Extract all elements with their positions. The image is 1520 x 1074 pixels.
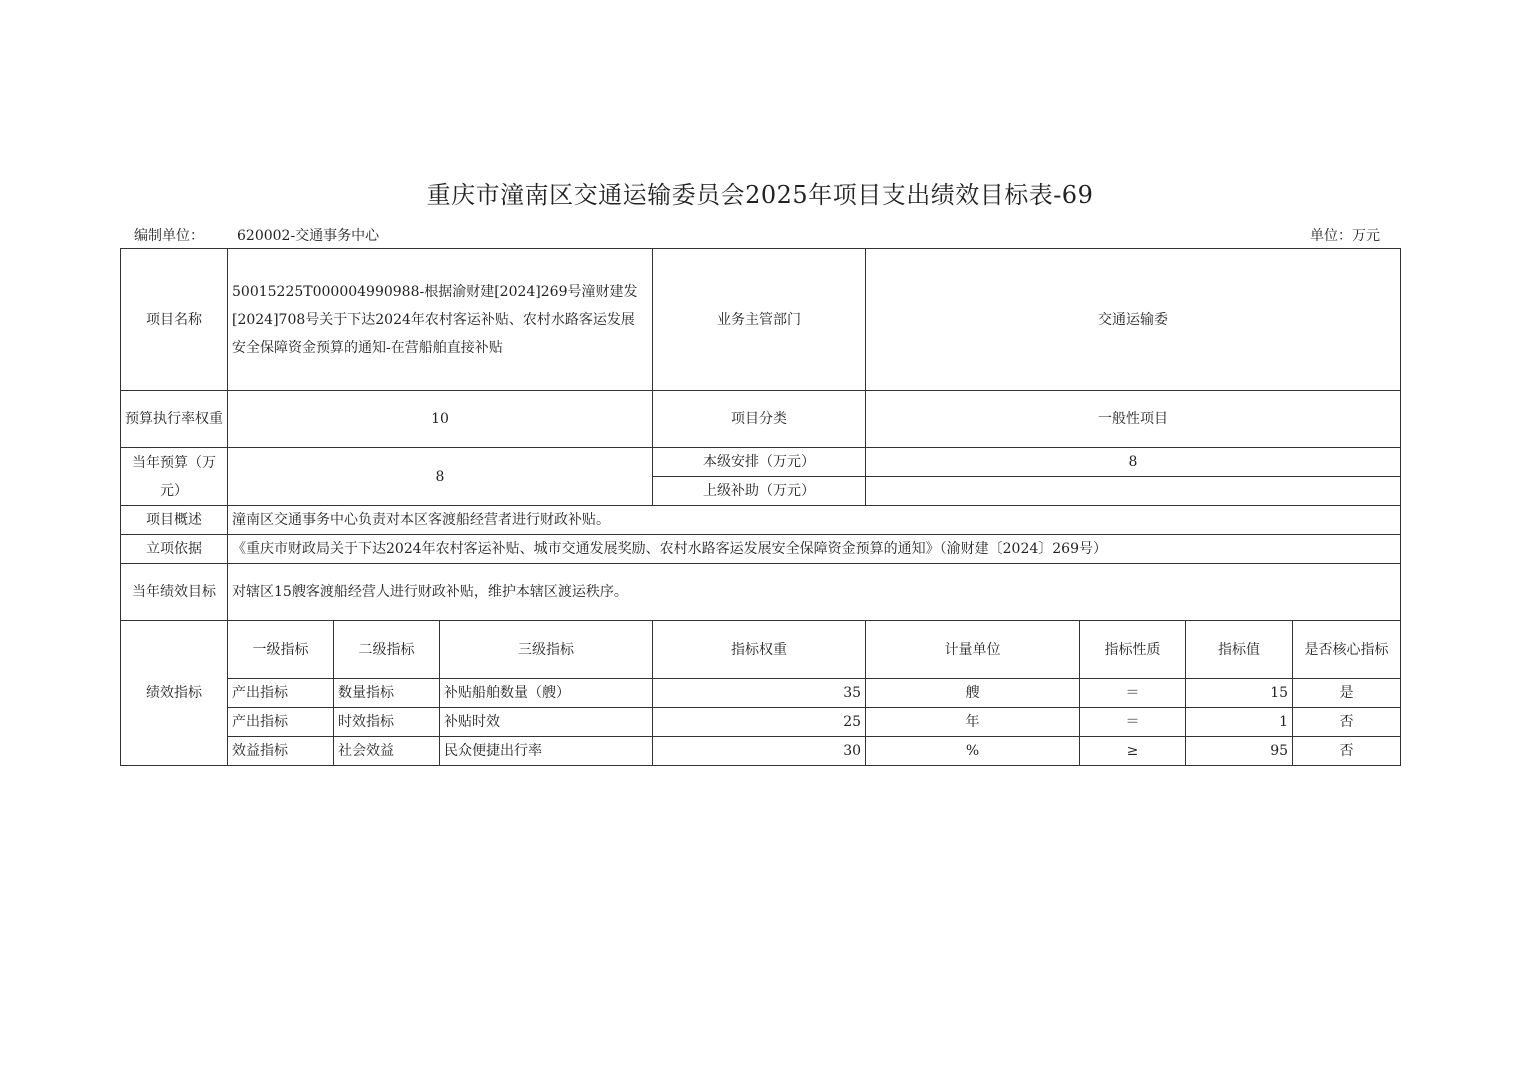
dept-value: 交通运输委	[866, 249, 1401, 391]
org-value: 620002-交通事务中心	[237, 228, 380, 244]
row-level1: 效益指标	[228, 737, 334, 766]
header-level2: 二级指标	[334, 621, 440, 679]
upper-budget-value	[866, 477, 1401, 506]
indicators-label: 绩效指标	[121, 621, 228, 766]
row-weight: 35	[653, 679, 866, 708]
basis-label: 立项依据	[121, 535, 228, 564]
row-level3: 补贴时效	[440, 708, 653, 737]
header-value: 指标值	[1186, 621, 1293, 679]
overview-value: 潼南区交通事务中心负责对本区客渡船经营者进行财政补贴。	[228, 506, 1401, 535]
header-nature: 指标性质	[1080, 621, 1186, 679]
row-core: 是	[1293, 679, 1401, 708]
local-budget-label: 本级安排（万元）	[653, 448, 866, 477]
unit-label: 单位：万元	[1310, 228, 1380, 244]
row-nature: ≥	[1080, 737, 1186, 766]
table-row	[121, 708, 1401, 737]
row-value: 1	[1186, 708, 1293, 737]
exec-rate-value: 10	[228, 391, 653, 448]
row-nature: ＝	[1080, 679, 1186, 708]
goal-label: 当年绩效目标	[121, 564, 228, 621]
page-title: 重庆市潼南区交通运输委员会2025年项目支出绩效目标表-69	[426, 181, 1094, 209]
local-budget-value: 8	[866, 448, 1401, 477]
row-level2: 时效指标	[334, 708, 440, 737]
table-row	[121, 679, 1401, 708]
goal-value: 对辖区15艘客渡船经营人进行财政补贴，维护本辖区渡运秩序。	[228, 564, 1401, 621]
row-weight: 25	[653, 708, 866, 737]
header-level3: 三级指标	[440, 621, 653, 679]
project-name-label: 项目名称	[121, 249, 228, 391]
row-level1: 产出指标	[228, 708, 334, 737]
org-info	[134, 225, 379, 245]
org-label: 编制单位：	[134, 228, 204, 244]
dept-label: 业务主管部门	[653, 249, 866, 391]
header-core: 是否核心指标	[1293, 621, 1401, 679]
row-weight: 30	[653, 737, 866, 766]
row-value: 95	[1186, 737, 1293, 766]
basis-value: 《重庆市财政局关于下达2024年农村客运补贴、城市交通发展奖励、农村水路客运发展安全保障资金预算的通知》（渝财建〔2024〕269号）	[228, 535, 1401, 564]
exec-rate-label: 预算执行率权重	[121, 391, 228, 448]
table-row	[121, 737, 1401, 766]
header-level1: 一级指标	[228, 621, 334, 679]
row-core: 否	[1293, 708, 1401, 737]
category-label: 项目分类	[653, 391, 866, 448]
row-unit: 艘	[866, 679, 1080, 708]
row-nature: ＝	[1080, 708, 1186, 737]
row-level2: 数量指标	[334, 679, 440, 708]
row-level3: 民众便捷出行率	[440, 737, 653, 766]
row-level2: 社会效益	[334, 737, 440, 766]
project-name-value: 50015225T000004990988-根据渝财建[2024]269号潼财建发[2024]708号关于下达2024年农村客运补贴、农村水路客运发展安全保障资金预算的通知-在营船舶直接补贴	[228, 249, 653, 391]
overview-label: 项目概述	[121, 506, 228, 535]
budget-label: 当年预算（万元）	[121, 448, 228, 506]
row-level1: 产出指标	[228, 679, 334, 708]
row-value: 15	[1186, 679, 1293, 708]
row-core: 否	[1293, 737, 1401, 766]
row-unit: %	[866, 737, 1080, 766]
header-unit: 计量单位	[866, 621, 1080, 679]
category-value: 一般性项目	[866, 391, 1401, 448]
budget-value: 8	[228, 448, 653, 506]
performance-table	[120, 248, 1401, 766]
header-weight: 指标权重	[653, 621, 866, 679]
row-unit: 年	[866, 708, 1080, 737]
upper-budget-label: 上级补助（万元）	[653, 477, 866, 506]
row-level3: 补贴船舶数量（艘）	[440, 679, 653, 708]
